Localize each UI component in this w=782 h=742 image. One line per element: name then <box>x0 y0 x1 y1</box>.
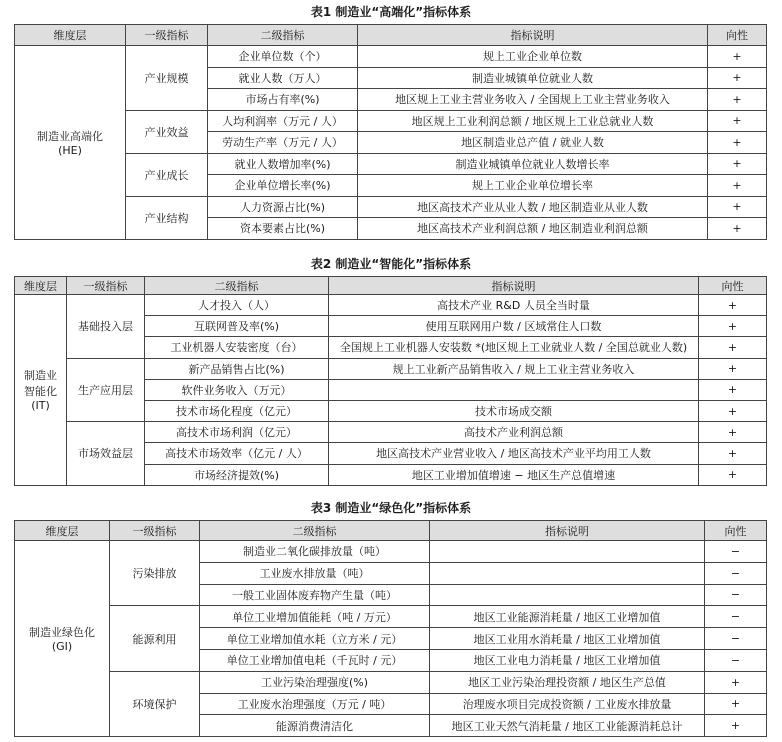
indicator-description-cell: 使用互联网用户数 / 区域常住人口数 <box>329 316 699 337</box>
direction-cell: + <box>699 358 767 379</box>
table-row <box>15 671 767 693</box>
secondary-indicator-cell: 人力资源占比(%) <box>208 196 358 218</box>
secondary-indicator-cell: 人才投入（人） <box>145 295 329 316</box>
primary-indicator-cell: 能源利用 <box>110 606 200 671</box>
direction-cell: + <box>705 693 767 715</box>
table-row <box>15 196 767 218</box>
direction-cell: − <box>705 606 767 628</box>
direction-cell: − <box>705 628 767 650</box>
indicator-description-cell: 制造业城镇单位就业人数增长率 <box>358 153 708 175</box>
secondary-indicator-cell: 单位工业增加值能耗（吨 / 万元） <box>200 606 430 628</box>
column-header: 指标说明 <box>430 521 705 541</box>
indicator-description-cell: 地区工业污染治理投资额 / 地区生产总值 <box>430 671 705 693</box>
direction-cell: + <box>708 67 767 89</box>
indicator-description-cell: 地区工业能源消耗量 / 地区工业增加值 <box>430 606 705 628</box>
table-row <box>15 358 767 379</box>
indicator-description-cell: 高技术产业利润总额 <box>329 422 699 443</box>
column-header: 维度层 <box>15 25 126 46</box>
indicator-description-cell: 地区工业增加值增速 − 地区生产总值增速 <box>329 464 699 485</box>
direction-cell: + <box>708 89 767 111</box>
secondary-indicator-cell: 一般工业固体废弃物产生量（吨） <box>200 584 430 606</box>
secondary-indicator-cell: 市场经济提效(%) <box>145 464 329 485</box>
direction-cell: + <box>699 464 767 485</box>
direction-cell: + <box>699 379 767 400</box>
secondary-indicator-cell: 工业机器人安装密度（台） <box>145 337 329 358</box>
direction-cell: + <box>708 46 767 68</box>
column-header: 向性 <box>705 521 767 541</box>
direction-cell: + <box>699 316 767 337</box>
indicator-table <box>14 276 767 486</box>
indicator-description-cell: 制造业城镇单位就业人数 <box>358 67 708 89</box>
direction-cell: − <box>705 584 767 606</box>
column-header: 维度层 <box>15 521 110 541</box>
secondary-indicator-cell: 就业人数增加率(%) <box>208 153 358 175</box>
indicator-description-cell: 高技术产业 R&D 人员全当时量 <box>329 295 699 316</box>
primary-indicator-cell: 产业成长 <box>126 153 208 196</box>
direction-cell: − <box>705 649 767 671</box>
primary-indicator-cell: 市场效益层 <box>67 422 145 486</box>
table-caption: 表1 制造业“高端化”指标体系 <box>310 5 472 19</box>
secondary-indicator-cell: 资本要素占比(%) <box>208 218 358 240</box>
primary-indicator-cell: 产业结构 <box>126 196 208 239</box>
primary-indicator-cell: 基础投入层 <box>67 295 145 359</box>
indicator-table <box>14 24 767 240</box>
dimension-cell: 制造业高端化 (HE) <box>15 46 126 240</box>
direction-cell: + <box>708 153 767 175</box>
indicator-description-cell <box>430 584 705 606</box>
column-header: 指标说明 <box>329 277 699 295</box>
secondary-indicator-cell: 工业废水排放量（吨） <box>200 562 430 584</box>
secondary-indicator-cell: 高技术市场效率（亿元 / 人） <box>145 443 329 464</box>
indicator-description-cell: 地区规上工业利润总额 / 地区规上工业总就业人数 <box>358 110 708 132</box>
column-header: 一级指标 <box>67 277 145 295</box>
direction-cell: + <box>705 715 767 737</box>
secondary-indicator-cell: 市场占有率(%) <box>208 89 358 111</box>
column-header: 维度层 <box>15 277 67 295</box>
table-row <box>15 422 767 443</box>
indicator-description-cell: 地区工业用水消耗量 / 地区工业增加值 <box>430 628 705 650</box>
column-header: 二级指标 <box>200 521 430 541</box>
table-caption: 表3 制造业“绿色化”指标体系 <box>310 501 472 515</box>
direction-cell: + <box>699 295 767 316</box>
direction-cell: + <box>699 400 767 421</box>
indicator-description-cell <box>430 541 705 563</box>
secondary-indicator-cell: 就业人数（万人） <box>208 67 358 89</box>
indicator-description-cell: 地区规上工业主营业务收入 / 全国规上工业主营业务收入 <box>358 89 708 111</box>
direction-cell: + <box>699 443 767 464</box>
direction-cell: + <box>708 175 767 197</box>
primary-indicator-cell: 环境保护 <box>110 671 200 736</box>
secondary-indicator-cell: 高技术市场利润（亿元） <box>145 422 329 443</box>
indicator-description-cell: 地区高技术产业从业人数 / 地区制造业从业人数 <box>358 196 708 218</box>
indicator-description-cell: 地区制造业总产值 / 就业人数 <box>358 132 708 154</box>
table-caption: 表2 制造业“智能化”指标体系 <box>310 257 472 271</box>
secondary-indicator-cell: 企业单位增长率(%) <box>208 175 358 197</box>
column-header: 二级指标 <box>208 25 358 46</box>
indicator-description-cell <box>329 379 699 400</box>
direction-cell: + <box>708 110 767 132</box>
table-row <box>15 110 767 132</box>
indicator-description-cell: 地区工业天然气消耗量 / 地区工业能源消耗总计 <box>430 715 705 737</box>
dimension-cell: 制造业绿色化 (GI) <box>15 541 110 737</box>
column-header: 二级指标 <box>145 277 329 295</box>
table-row <box>15 295 767 316</box>
column-header: 向性 <box>708 25 767 46</box>
indicator-description-cell: 治理废水项目完成投资额 / 工业废水排放量 <box>430 693 705 715</box>
primary-indicator-cell: 污染排放 <box>110 541 200 606</box>
column-header: 一级指标 <box>126 25 208 46</box>
direction-cell: + <box>699 337 767 358</box>
secondary-indicator-cell: 能源消费清洁化 <box>200 715 430 737</box>
indicator-description-cell: 地区工业电力消耗量 / 地区工业增加值 <box>430 649 705 671</box>
table-row <box>15 46 767 68</box>
indicator-description-cell: 全国规上工业机器人安装数 *(地区规上工业就业人数 / 全国总就业人数) <box>329 337 699 358</box>
indicator-table <box>14 520 767 737</box>
indicator-description-cell: 规上工业新产品销售收入 / 规上工业主营业务收入 <box>329 358 699 379</box>
column-header: 一级指标 <box>110 521 200 541</box>
secondary-indicator-cell: 新产品销售占比(%) <box>145 358 329 379</box>
column-header: 指标说明 <box>358 25 708 46</box>
secondary-indicator-cell: 工业污染治理强度(%) <box>200 671 430 693</box>
table-row <box>15 606 767 628</box>
direction-cell: + <box>708 132 767 154</box>
table-row <box>15 153 767 175</box>
secondary-indicator-cell: 制造业二氧化碳排放量（吨） <box>200 541 430 563</box>
secondary-indicator-cell: 企业单位数（个） <box>208 46 358 68</box>
secondary-indicator-cell: 互联网普及率(%) <box>145 316 329 337</box>
direction-cell: + <box>708 196 767 218</box>
indicator-description-cell: 地区高技术产业利润总额 / 地区制造业利润总额 <box>358 218 708 240</box>
secondary-indicator-cell: 劳动生产率（万元 / 人） <box>208 132 358 154</box>
secondary-indicator-cell: 单位工业增加值电耗（千瓦时 / 元） <box>200 649 430 671</box>
dimension-cell: 制造业 智能化 (IT) <box>15 295 67 486</box>
secondary-indicator-cell: 工业废水治理强度（万元 / 吨） <box>200 693 430 715</box>
primary-indicator-cell: 产业效益 <box>126 110 208 153</box>
secondary-indicator-cell: 软件业务收入（万元） <box>145 379 329 400</box>
indicator-description-cell: 地区高技术产业营业收入 / 地区高技术产业平均用工人数 <box>329 443 699 464</box>
direction-cell: − <box>705 541 767 563</box>
secondary-indicator-cell: 人均利润率（万元 / 人） <box>208 110 358 132</box>
direction-cell: + <box>705 671 767 693</box>
direction-cell: + <box>708 218 767 240</box>
table-row <box>15 541 767 563</box>
indicator-description-cell: 规上工业企业单位数 <box>358 46 708 68</box>
indicator-description-cell <box>430 562 705 584</box>
indicator-description-cell: 规上工业企业单位增长率 <box>358 175 708 197</box>
secondary-indicator-cell: 技术市场化程度（亿元） <box>145 400 329 421</box>
direction-cell: + <box>699 422 767 443</box>
direction-cell: − <box>705 562 767 584</box>
primary-indicator-cell: 生产应用层 <box>67 358 145 422</box>
column-header: 向性 <box>699 277 767 295</box>
primary-indicator-cell: 产业规模 <box>126 46 208 111</box>
secondary-indicator-cell: 单位工业增加值水耗（立方米 / 元） <box>200 628 430 650</box>
indicator-description-cell: 技术市场成交额 <box>329 400 699 421</box>
